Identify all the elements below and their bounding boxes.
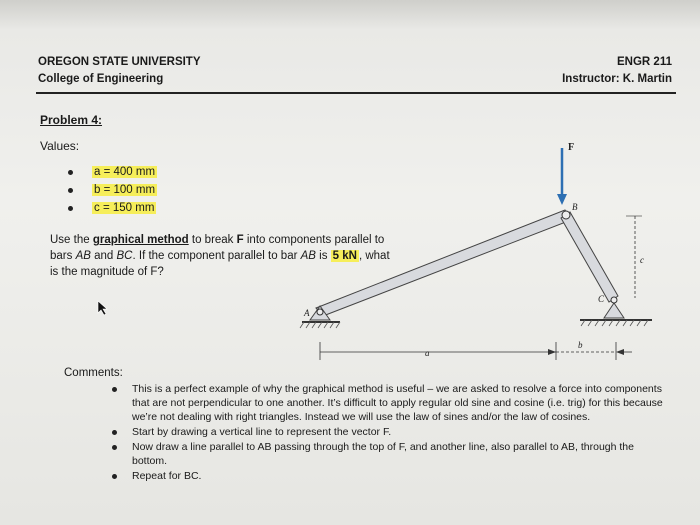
label-a-dim: a [425,348,430,358]
value-b: b = 100 mm [94,184,156,196]
problem-question: Use the graphical method to break F into components parallel to bars AB and BC. If the component parallel to bar AB is 5 kN , what is the magnitude of F? [50,234,390,278]
label-b-dim: b [578,340,583,350]
comment-item: Repeat for BC. [110,469,670,483]
label-b: B [572,202,578,212]
value-a: a = 400 mm [94,166,156,178]
load-value: 5 kN [332,250,357,262]
instructor-name: Instructor: K. Martin [562,73,672,85]
problem-title: Problem 4: [40,113,103,127]
comments-list [110,382,670,484]
mouse-pointer-icon [96,300,110,316]
comments-label: Comments: [64,367,123,379]
value-item [68,199,157,217]
force-arrowhead-icon [557,194,567,205]
label-c-point: C [598,294,605,304]
values-label: Values: [40,139,80,153]
bar-bc [561,212,618,302]
bar-ab [316,210,571,316]
college-name: College of Engineering [38,73,164,85]
university-name: OREGON STATE UNIVERSITY [38,56,201,68]
comment-item: This is a perfect example of why the graphical method is useful – we are asked to resolve a force into components that are not perpendicular to one another. It’s difficult to apply regular old sine and cosine (i.e. trig) for this because we’re not dealing with right triangles. Instead we will use the law of sines and/or the law of cosines. [110,382,670,424]
value-c: c = 150 mm [94,202,155,214]
values-list [68,163,157,217]
label-f: F [568,142,575,153]
graphical-method-term: graphical method [92,234,189,246]
support-c [604,303,624,318]
comment-item: Now draw a line parallel to AB passing through the top of F, and another line, also parallel to AB, through the bottom. [110,440,670,468]
header-divider [36,92,676,94]
label-a: A [304,308,310,318]
course-code: ENGR 211 [617,56,672,68]
header-right [562,54,672,88]
pin-b [562,211,570,219]
value-item [68,181,157,199]
comment-item: Start by drawing a vertical line to represent the vector F. [110,425,670,439]
label-c: c [640,255,644,265]
mechanism-figure [280,130,680,370]
value-item [68,163,157,181]
header-left [38,54,201,88]
